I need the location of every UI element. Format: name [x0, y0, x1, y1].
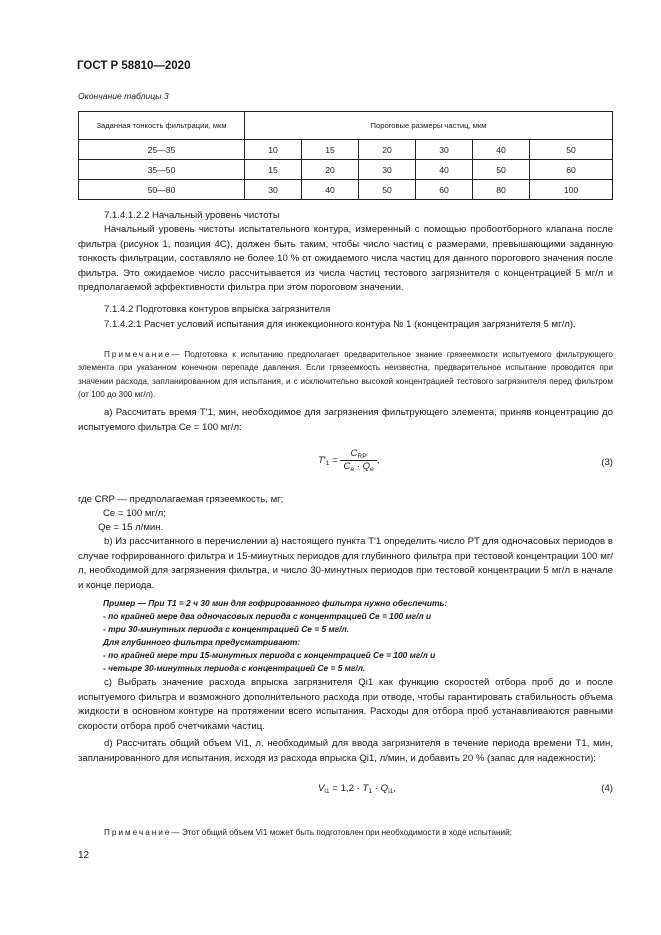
table-cell: 40	[416, 160, 473, 180]
paragraph-section: 7.1.4.2.1 Расчет условий испытания для инжекционного контура № 1 (концентрация загрязнителя 5 мг/л).	[104, 319, 576, 330]
example-line: Для глубинного фильтра предусматривают:	[103, 637, 301, 647]
table-cell: 50	[473, 160, 530, 180]
item-d: d) Рассчитать общий объем Vi1, л, необходимый для ввода загрязнителя в течение периода времени T1, мин, запланированного для испытания, исходя из расхода впрыска Qi1, л/мин, и добавить 20 % (запас для надежности):	[78, 738, 613, 764]
table-row	[79, 160, 613, 180]
example-line: - три 30-минутных периода с концентрацией Ce = 5 мг/л.	[103, 624, 349, 634]
document-header: ГОСТ Р 58810—2020	[77, 60, 191, 72]
example-line: - по крайней мере три 15-минутных периода с концентрацией Ce = 100 мг/л и	[103, 650, 436, 660]
page-number: 12	[78, 850, 90, 861]
equation-number: (4)	[601, 783, 613, 794]
note-1	[78, 348, 613, 402]
table-cell: 30	[359, 160, 416, 180]
table-cell: 60	[416, 180, 473, 200]
formula-3: $T'_1$ = $\frac{C_{RP}}{C_e \cdot Q_e}$ ,	[318, 448, 380, 473]
table-cell: 40	[473, 140, 530, 160]
table-cell: 20	[302, 160, 359, 180]
table-cell: 30	[245, 180, 302, 200]
table-caption: Окончание таблицы 3	[78, 91, 169, 101]
note-text: — Подготовка к испытанию предполагает предварительное знание грязеемкости испытуемого фильтрующего элемента при указанном конечном перепаде давления. Если грязеемкость неизвестна, предварительное испытание проводится при значении расхода, запланированном для испытания, и с исключительно высокой концентрацией тестового загрязнителя перед фильтром (от 100 до 300 мг/л).	[78, 350, 613, 400]
note-label: Примечание	[104, 828, 172, 837]
where-clause: где CRP — предполагаемая грязеемкость, мг;	[78, 494, 284, 505]
formula-fraction: $\frac{C_{RP}}{C_e \cdot Q_e}$	[340, 448, 376, 473]
table-cell: 60	[530, 160, 613, 180]
table-header-col1: Заданная тонкость фильтрации, мкм	[79, 112, 245, 140]
table-row	[79, 140, 613, 160]
table-cell: 20	[359, 140, 416, 160]
equation-number: (3)	[601, 457, 613, 468]
note-label: Примечание	[104, 350, 172, 359]
formula-4: $V_{i1} = 1,2 \cdot T_1 \cdot Q_{i1}$,	[318, 783, 396, 795]
table-header-row	[79, 112, 613, 140]
example-line: - по крайней мере два одночасовых периода с концентрацией Ce = 100 мг/л и	[103, 611, 432, 621]
table-cell: 50—80	[79, 180, 245, 200]
section-heading: 7.1.4.2 Подготовка контуров впрыска загрязнителя	[104, 304, 331, 315]
item-a: а) Рассчитать время T′1, мин, необходимое для загрязнения фильтрующего элемента, приняв концентрацию до испытуемого фильтра Ce = 100 мг/л:	[78, 407, 613, 433]
example-line: - четыре 30-минутных периода с концентрацией Ce = 5 мг/л.	[103, 663, 366, 673]
table-row	[79, 180, 613, 200]
table-cell: 80	[473, 180, 530, 200]
table-cell: 30	[416, 140, 473, 160]
table-3	[78, 111, 613, 200]
where-clause: Qe = 15 л/мин.	[98, 522, 164, 533]
where-clause: Ce = 100 мг/л;	[103, 508, 166, 519]
table-cell: 25—35	[79, 140, 245, 160]
example-line: Пример — При T1 = 2 ч 30 мин для гофрированного фильтра нужно обеспечить:	[103, 598, 448, 608]
table-header-col2: Пороговые размеры частиц, мкм	[245, 112, 613, 140]
section-heading: 7.1.4.1.2.2 Начальный уровень чистоты	[104, 210, 280, 221]
table-cell: 10	[245, 140, 302, 160]
table-cell: 50	[359, 180, 416, 200]
table-cell: 100	[530, 180, 613, 200]
item-c: с) Выбрать значение расхода впрыска загрязнителя Qi1 как функцию скоростей отбора проб до и после испытуемого фильтра и возможного дополнительного расхода при отводе, чтобы гарантировать стабильность объема жидкости в основном контуре на протяжении всего испытания. Расходы для отбора проб устанавливаются равными скорости отбора проб счетчиками частиц.	[78, 677, 613, 732]
note-2	[78, 826, 613, 839]
table-cell: 15	[245, 160, 302, 180]
paragraph-cleanliness: Начальный уровень чистоты испытательного контура, измеренный с помощью пробоотборного клапана после фильтра (рисунок 1, позиция 4С), должен быть таким, чтобы число частиц с размерами, превышающими заданную тонкость фильтрации, составляло не более 10 % от ожидаемого числа частиц для данного порогового значения после фильтра. Это ожидаемое число рассчитывается из числа частиц тестового загрязнителя с концентрацией 5 мг/л и предполагаемой эффективности фильтра при этом пороговом значении.	[78, 224, 613, 294]
table-cell: 50	[530, 140, 613, 160]
note-text: — Этот общий объем Vi1 может быть подготовлен при необходимости в ходе испытаний;	[171, 828, 512, 837]
table-cell: 40	[302, 180, 359, 200]
table-cell: 15	[302, 140, 359, 160]
table-cell: 35—50	[79, 160, 245, 180]
item-b: b) Из рассчитанного в перечислении а) настоящего пункта T′1 определить число PT для одночасовых периодов в случае гофрированного фильтра и 15-минутных периодов для глубинного фильтра при тестовой концентрации 100 мг/л, необходимой для загрязнения фильтра, и число 30-минутных периодов при тестовой концентрации 5 мг/л в начале и конце периода.	[78, 536, 613, 591]
